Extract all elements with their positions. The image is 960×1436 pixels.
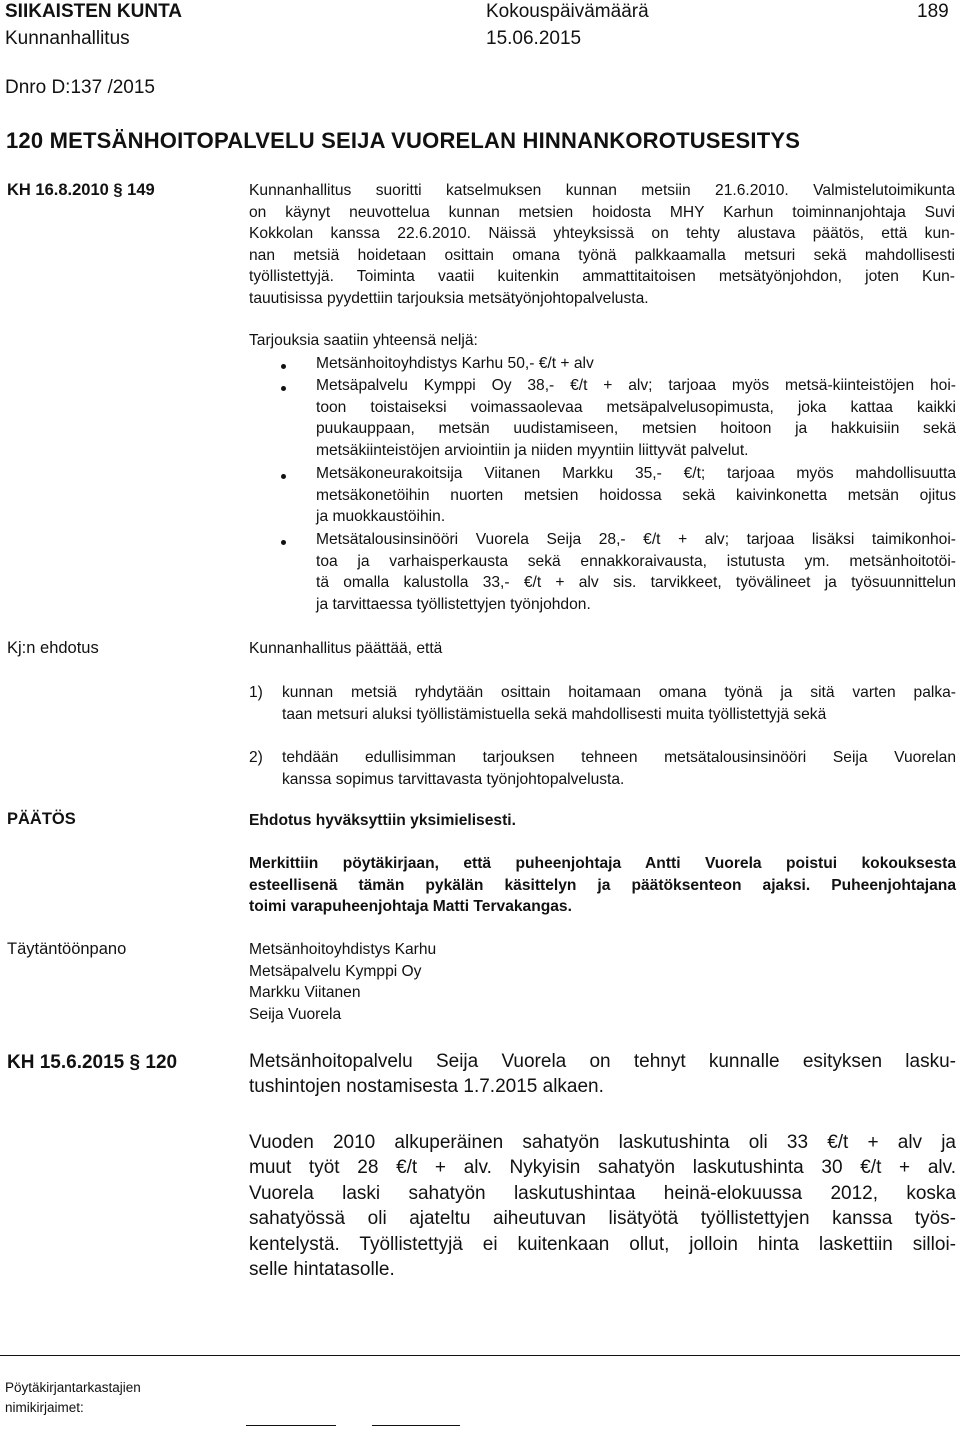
proposal-intro: Kunnanhallitus päättää, että xyxy=(249,640,443,657)
section2-line: Vuoden 2010 alkuperäinen sahatyön laskutushinta oli 33 €/t + alv ja xyxy=(249,1132,956,1153)
offer-line: puukauppaan, metsän uudistamiseen, metsien hoitoon ja hakkuisiin sekä xyxy=(316,420,956,438)
offer-line: Metsäpalvelu Kymppi Oy 38,- €/t + alv; tarjoaa myös metsä-kiinteistöjen hoi- xyxy=(316,377,956,394)
offer-item xyxy=(316,529,956,615)
proposal-item-number: 1) xyxy=(249,684,263,701)
offer-line: Metsäkoneurakoitsija Viitanen Markku 35,- €/t; tarjoaa myös mahdollisuutta xyxy=(316,465,956,482)
execution-label: Täytäntöönpano xyxy=(7,940,127,958)
section2-paragraph-1 xyxy=(249,1049,956,1100)
section1-line: nan metsiä hoidetaan osittain omana työnä palkkaamalla metsuri sekä mahdollisesti xyxy=(249,246,955,264)
section2-line: sahatyössä oli ajateltu aiheutuvan lisätyötä työllistettyjen kanssa työs- xyxy=(249,1208,956,1230)
footer-divider xyxy=(0,1355,960,1356)
signature-line xyxy=(372,1425,460,1426)
section2-line: Metsänhoitopalvelu Seija Vuorela on tehnyt kunnalle esityksen lasku- xyxy=(249,1051,956,1072)
decision-accepted: Ehdotus hyväksyttiin yksimielisesti. xyxy=(249,812,516,829)
proposal-item xyxy=(282,682,956,725)
offer-item xyxy=(316,463,956,528)
recipient: Metsänhoitoyhdistys Karhu xyxy=(249,941,437,958)
section1-line: työllistettyjä. Toiminta vaatii kuitenkin ammattitaitoisen metsätyönjohdon, joten Kun- xyxy=(249,268,955,286)
offer-line: toa ja varhaisperkausta sekä ennakkoraivausta, istutusta ym. metsänhoitotöi- xyxy=(316,552,956,570)
meeting-date-label: Kokouspäivämäärä xyxy=(486,1,649,22)
page-number: 189 xyxy=(917,1,949,22)
decision-note-line: esteellisenä tämän pykälän käsittelyn ja päätöksenteon ajaksi. Puheenjohtajana xyxy=(249,876,956,894)
offer-line: metsäkonetöihin nuorten metsien hoidossa sekä kaivinkonetta metsän ojitus xyxy=(316,486,956,504)
page-title: 120 METSÄNHOITOPALVELU SEIJA VUORELAN HINNANKOROTUSESITYS xyxy=(6,128,801,153)
bullet xyxy=(281,364,286,369)
dnro: Dnro D:137 /2015 xyxy=(5,77,155,98)
offer-item xyxy=(316,375,956,461)
proposal-line: tehdään edullisimman tarjouksen tehneen metsätalousinsinööri Seija Vuorelan xyxy=(282,749,956,766)
footer-label xyxy=(5,1378,141,1418)
offers-intro: Tarjouksia saatiin yhteensä neljä: xyxy=(249,332,478,349)
section2-paragraph-2 xyxy=(249,1130,956,1282)
proposal-line: kanssa sopimus tarvittavasta työnjohtopalvelusta. xyxy=(282,770,625,788)
section1-body xyxy=(249,180,955,310)
section2-line: muut työt 28 €/t + alv. Nykyisin sahatyön laskutushinta 30 €/t + alv. xyxy=(249,1157,956,1179)
municipality-name: SIIKAISTEN KUNTA xyxy=(5,1,182,22)
section2-line: Vuorela laski sahatyön laskutushintaa heinä-elokuussa 2012, koska xyxy=(249,1182,956,1204)
bullet xyxy=(281,386,286,391)
proposal-line: taan metsuri aluksi työllistämistuella sekä mahdollisesti muita työllistettyjä sekä xyxy=(282,705,827,723)
signature-line xyxy=(246,1425,336,1426)
offer-item xyxy=(316,353,956,375)
offer-line: metsäkiinteistöjen arviointiin ja niiden myyntiin liittyvät palvelut. xyxy=(316,441,749,459)
section2-line: kentelystä. Työllistettyjä ei kuitenkaan ollut, jolloin hinta laskettiin silloi- xyxy=(249,1233,956,1255)
body-name: Kunnanhallitus xyxy=(5,28,130,49)
recipient: Metsäpalvelu Kymppi Oy xyxy=(249,962,422,980)
section1-line: tauutisissa pyydettiin tarjouksia metsätyönjohtopalvelusta. xyxy=(249,289,649,307)
offer-line: ja tarvittaessa työllistettyjen työnjohdon. xyxy=(316,595,591,613)
section1-line: on käynyt neuvottelua kunnan metsien hoidosta MHY Karhun toiminnanjohtaja Suvi xyxy=(249,203,955,221)
offer-line: Metsänhoitoyhdistys Karhu 50,- €/t + alv xyxy=(316,355,594,372)
proposal-line: kunnan metsiä ryhdytään osittain hoitamaan omana työnä ja sitä varten palka- xyxy=(282,684,956,701)
proposal-item-number: 2) xyxy=(249,749,263,766)
section1-line: Kunnanhallitus suoritti katselmuksen kunnan metsiin 21.6.2010. Valmistelutoimikunta xyxy=(249,182,955,199)
section1-label: KH 16.8.2010 § 149 xyxy=(7,181,155,199)
proposal-label: Kj:n ehdotus xyxy=(7,639,99,657)
execution-recipients xyxy=(249,939,436,1025)
offer-line: Metsätalousinsinööri Vuorela Seija 28,- €/t + alv; tarjoaa lisäksi taimikonhoi- xyxy=(316,531,956,548)
bullet xyxy=(281,474,286,479)
section2-line: tushintojen nostamisesta 1.7.2015 alkaen. xyxy=(249,1076,604,1098)
decision-note-line: toimi varapuheenjohtaja Matti Tervakangas. xyxy=(249,898,572,916)
offer-line: ja muokkaustöihin. xyxy=(316,508,446,526)
section2-line: selle hintatasolle. xyxy=(249,1259,395,1281)
decision-note xyxy=(249,853,956,918)
offer-line: tä omalla kalustolla 33,- €/t + alv sis. tarvikkeet, työvälineet ja työsuunnittelun xyxy=(316,574,956,592)
recipient: Markku Viitanen xyxy=(249,984,361,1002)
decision-note-line: Merkittiin pöytäkirjaan, että puheenjohtaja Antti Vuorela poistui kokouksesta xyxy=(249,855,956,872)
footer-line: Pöytäkirjantarkastajien xyxy=(5,1380,141,1395)
section1-line: Kokkolan kanssa 22.6.2010. Näissä yhteyksissä on tehty alustava päätös, että kun- xyxy=(249,225,955,243)
offer-line: toon toistaiseksi voimassaolevaa metsäpalvelusopimusta, joka kattaa kaikki xyxy=(316,398,956,416)
decision-label: PÄÄTÖS xyxy=(7,810,76,828)
meeting-date: 15.06.2015 xyxy=(486,28,582,49)
recipient: Seija Vuorela xyxy=(249,1005,342,1023)
footer-line: nimikirjaimet: xyxy=(5,1400,84,1415)
proposal-item xyxy=(282,747,956,790)
bullet xyxy=(281,540,286,545)
section2-label: KH 15.6.2015 § 120 xyxy=(7,1052,178,1073)
